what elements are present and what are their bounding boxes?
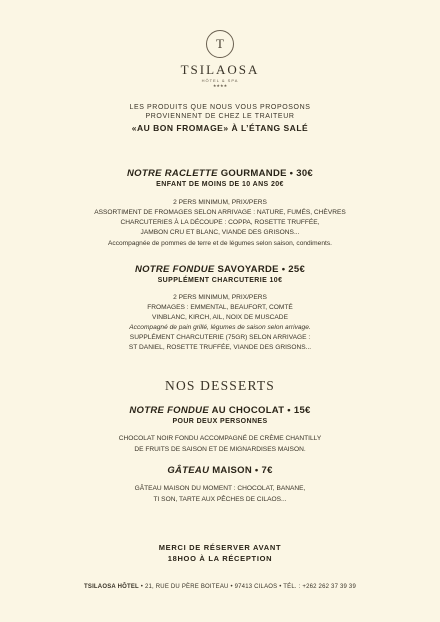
raclette-title: [0, 168, 440, 179]
fondue-line-1: 2 PERS MINIMUM, PRIX/PERS: [173, 294, 267, 301]
reservation-line-1: MERCI DE RÉSERVER AVANT: [158, 543, 282, 552]
footer: [0, 584, 440, 590]
chocolat-title: [0, 405, 440, 416]
gateau-line-2: TI SON, TARTE AUX PÊCHES DE CILAOS...: [153, 496, 287, 503]
desserts-heading: NOS DESSERTS: [165, 378, 275, 393]
raclette-line-3: CHARCUTERIES À LA DÉCOUPE : COPPA, ROSETTE TRUFFÉE,: [120, 219, 320, 226]
fondue-line-4: Accompagné de pain grillé, légumes de saison selon arrivage.: [129, 324, 311, 331]
gateau-title: [0, 465, 440, 476]
brand-logo-icon: [206, 30, 234, 58]
chocolat-title-rest: AU CHOCOLAT • 15€: [208, 405, 311, 416]
intro-line-1: LES PRODUITS QUE NOUS VOUS PROPOSONS: [129, 104, 311, 111]
footer-hotel: TSILAOSA HÔTEL: [84, 584, 139, 590]
chocolat-line-2: DE FRUITS DE SAISON ET DE MIGNARDISES MAISON.: [134, 446, 306, 453]
raclette-line-1: 2 PERS MINIMUM, PRIX/PERS: [173, 199, 267, 206]
fondue-line-2: FROMAGES : EMMENTAL, BEAUFORT, COMTÉ: [147, 304, 293, 311]
chocolat-title-italic: NOTRE FONDUE: [129, 405, 209, 416]
fondue-line-5: SUPPLÉMENT CHARCUTERIE (75GR) SELON ARRIVAGE :: [129, 334, 311, 341]
chocolat-subtitle: POUR DEUX PERSONNES: [172, 418, 268, 425]
fondue-title-rest: SAVOYARDE • 25€: [214, 264, 306, 275]
reservation-line-2: 18HOO À LA RÉCEPTION: [167, 554, 273, 563]
gateau-line-1: GÂTEAU MAISON DU MOMENT : CHOCOLAT, BANANE,: [134, 485, 306, 492]
raclette-line-2: ASSORTIMENT DE FROMAGES SELON ARRIVAGE : NATURE, FUMÉS, CHÈVRES: [94, 209, 346, 216]
fondue-line-6: ST DANIEL, ROSETTE TRUFFÉE, VIANDE DES GRISONS...: [128, 344, 312, 351]
gateau-title-italic: GÂTEAU: [167, 465, 210, 476]
brand-subtitle: HÔTEL & SPA: [201, 78, 239, 83]
brand-monogram: T: [216, 36, 224, 51]
raclette-line-4: JAMBON CRU ET BLANC, VIANDE DES GRISONS...: [140, 229, 300, 236]
raclette-line-5: Accompagnée de pommes de terre et de légumes selon saison, condiments.: [108, 240, 332, 247]
raclette-title-italic: NOTRE RACLETTE: [127, 168, 218, 179]
brand-name: TSILAOSA: [180, 62, 260, 77]
brand-stars: ★★★★: [212, 83, 228, 88]
raclette-title-rest: GOURMANDE • 30€: [217, 168, 313, 179]
fondue-title: [0, 264, 440, 275]
footer-details: • 21, RUE DU PÈRE BOITEAU • 97413 CILAOS • TÉL. : +262 262 37 39 39: [138, 584, 356, 590]
chocolat-line-1: CHOCOLAT NOIR FONDU ACCOMPAGNÉ DE CRÈME CHANTILLY: [118, 435, 322, 442]
intro-line-2: PROVIENNENT DE CHEZ LE TRAITEUR: [145, 113, 295, 120]
fondue-title-italic: NOTRE FONDUE: [134, 264, 215, 275]
intro-line-3: «AU BON FROMAGE» À L’ÉTANG SALÉ: [131, 123, 309, 133]
fondue-subtitle: SUPPLÉMENT CHARCUTERIE 10€: [157, 277, 283, 284]
fondue-line-3: VINBLANC, KIRCH, AIL, NOIX DE MUSCADE: [152, 314, 288, 321]
gateau-title-rest: MAISON • 7€: [209, 465, 273, 476]
raclette-subtitle: ENFANT DE MOINS DE 10 ANS 20€: [156, 181, 284, 188]
